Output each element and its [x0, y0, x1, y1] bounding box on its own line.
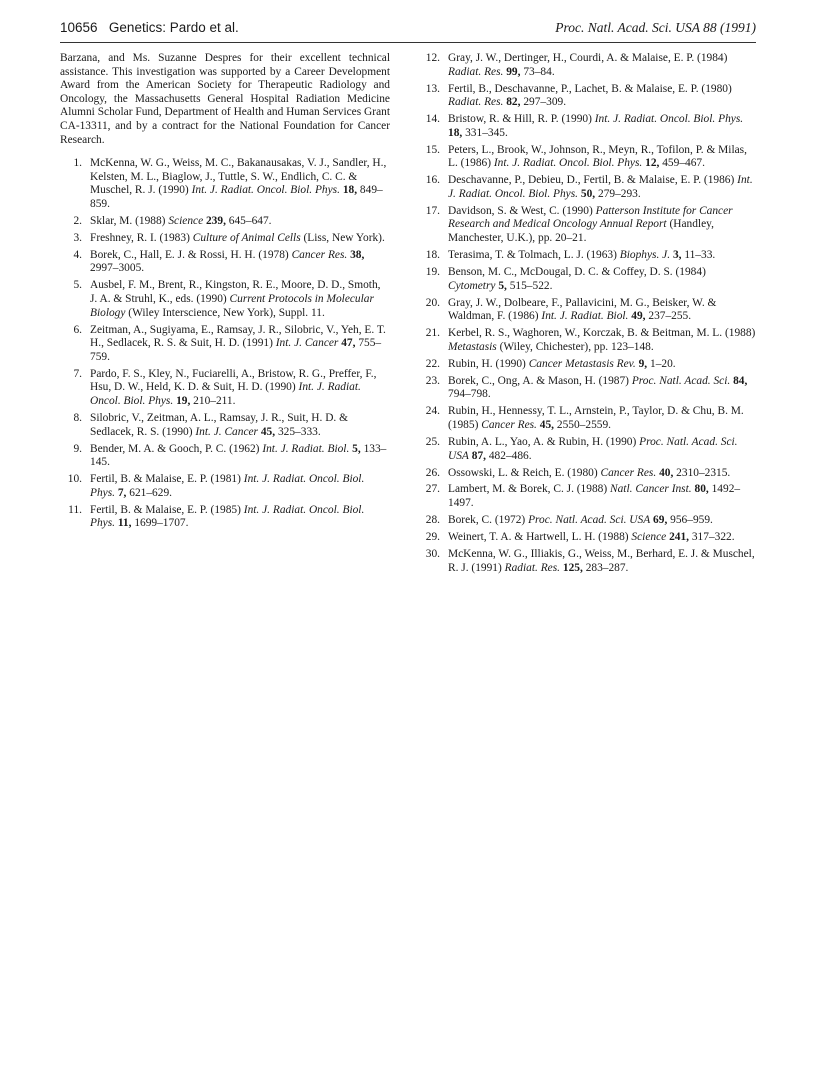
reference-authors: McKenna, W. G., Weiss, M. C., Bakanausakas, V. J., Sandler, H., Kelsten, M. L., Biaglow, J., Tuttle, S. W., Endlich, C. C. & Muschel, R. J. (1990) [90, 157, 387, 197]
reference-journal: Int. J. Radiat. Oncol. Biol. Phys. [90, 381, 361, 407]
reference-item [418, 52, 756, 79]
reference-number: 27. [425, 483, 440, 496]
reference-journal: Int. J. Radiat. Oncol. Biol. Phys. [448, 174, 753, 200]
reference-volume: 11, [117, 517, 132, 530]
reference-volume: 9, [638, 357, 648, 370]
reference-item [60, 473, 390, 500]
reference-number: 2. [73, 214, 82, 227]
reference-item [418, 297, 756, 324]
reference-number: 9. [73, 442, 82, 455]
reference-journal: Int. J. Cancer [195, 425, 258, 438]
reference-authors: Freshney, R. I. (1983) [90, 231, 190, 244]
reference-number: 6. [73, 323, 82, 336]
reference-authors: Pardo, F. S., Kley, N., Fuciarelli, A., Bristow, R. G., Preffer, F., Hsu, D. W., Held, K. D. & Suit, H. D. (1990) [90, 367, 377, 394]
reference-pages: 325–333. [277, 425, 321, 438]
page-number: 10656 [60, 20, 98, 35]
reference-pages: (Wiley, Chichester), pp. 123–148. [499, 340, 654, 353]
reference-authors: Davidson, S. & West, C. (1990) [448, 204, 593, 217]
reference-number: 5. [73, 279, 82, 292]
reference-authors: Bristow, R. & Hill, R. P. (1990) [448, 113, 592, 126]
reference-item [418, 436, 756, 463]
reference-number: 21. [425, 327, 440, 340]
reference-journal: Int. J. Radiat. Oncol. Biol. Phys. [493, 157, 643, 170]
reference-item [418, 144, 756, 171]
reference-item [60, 279, 390, 320]
reference-item [418, 405, 756, 432]
reference-item [418, 249, 756, 263]
reference-volume: 80, [694, 483, 709, 496]
running-head [60, 20, 756, 40]
reference-journal: Metastasis [448, 340, 497, 353]
reference-item [418, 531, 756, 545]
reference-authors: Peters, L., Brook, W., Johnson, R., Meyn, R., Tofilon, P. & Milas, L. (1986) [448, 143, 747, 170]
reference-authors: Zeitman, A., Sugiyama, E., Ramsay, J. R., Silobric, V., Yeh, E. T. H., Sedlacek, R. S. & Suit, H. D. (1991) [90, 323, 386, 350]
reference-authors: Benson, M. C., McDougal, D. C. & Coffey, D. S. (1984) [448, 266, 706, 279]
reference-volume: 38, [350, 248, 365, 261]
reference-authors: Lambert, M. & Borek, C. J. (1988) [448, 483, 608, 496]
reference-authors: Bender, M. A. & Gooch, P. C. (1962) [90, 442, 260, 455]
reference-item [418, 174, 756, 201]
reference-item [60, 443, 390, 470]
reference-volume: 45, [539, 418, 555, 431]
reference-item [418, 375, 756, 402]
acknowledgment-paragraph: Barzana, and Ms. Suzanne Despres for their excellent technical assistance. This investigation was supported by a Career Development Award from the American Society for Therapeutic Radiology and Oncology, the Massachusetts General Hospital Radiation Medicine Alumni Scholar Fund, Department of Health and Human Services Grant CA-13311, and by a contract for the National Foundation for Cancer Research. [60, 52, 390, 146]
reference-pages: 133–145. [90, 442, 387, 469]
reference-volume: 99, [506, 65, 521, 78]
reference-pages: 283–287. [585, 561, 629, 574]
reference-pages: 794–798. [448, 388, 491, 401]
reference-item [418, 266, 756, 293]
reference-number: 12. [425, 52, 440, 64]
section-title: Genetics: Pardo et al. [108, 20, 239, 35]
reference-volume: 5, [498, 279, 507, 292]
reference-pages: 482–486. [488, 449, 532, 462]
reference-volume: 3, [672, 249, 682, 262]
reference-volume: 84, [733, 374, 748, 387]
reference-authors: Rubin, A. L., Yao, A. & Rubin, H. (1990) [448, 435, 637, 448]
reference-number: 20. [425, 296, 440, 309]
reference-journal: Cancer Metastasis Rev. [528, 357, 636, 370]
reference-authors: Deschavanne, P., Debieu, D., Fertil, B. & Malaise, E. P. (1986) [448, 174, 735, 187]
reference-authors: Sklar, M. (1988) [90, 214, 166, 227]
reference-list-right [418, 52, 756, 575]
reference-number: 15. [425, 143, 440, 156]
reference-item [60, 249, 390, 276]
reference-pages: (Handley, Manchester, U.K.), pp. 20–21. [448, 218, 714, 245]
reference-number: 4. [73, 248, 82, 261]
reference-number: 30. [425, 548, 440, 561]
reference-number: 22. [425, 357, 440, 370]
reference-number: 26. [425, 466, 440, 479]
reference-volume: 241, [669, 531, 689, 544]
reference-volume: 87, [471, 449, 486, 462]
reference-volume: 12, [645, 157, 660, 170]
reference-pages: 1492–1497. [448, 483, 741, 510]
reference-number: 29. [425, 531, 440, 544]
reference-volume: 18, [342, 184, 358, 197]
reference-journal: Biophys. J. [619, 249, 671, 262]
reference-item [418, 514, 756, 528]
running-head-left [60, 20, 239, 36]
reference-authors: Weinert, T. A. & Hartwell, L. H. (1988) [448, 531, 629, 544]
reference-item [418, 358, 756, 372]
reference-volume: 69, [653, 514, 668, 527]
reference-authors: Gray, J. W., Dertinger, H., Courdi, A. & Malaise, E. P. (1984) [448, 52, 728, 64]
reference-pages: 755–759. [90, 337, 382, 363]
reference-authors: Ausbel, F. M., Brent, R., Kingston, R. E., Moore, D. D., Smoth, J. A. & Struhl, K., eds. (1990) [90, 279, 381, 306]
reference-journal: Culture of Animal Cells [192, 231, 301, 244]
reference-pages: 73–84. [523, 65, 555, 78]
reference-journal: Cytometry [448, 279, 496, 292]
reference-pages: 621–629. [129, 486, 172, 499]
reference-authors: Rubin, H. (1990) [448, 357, 526, 370]
reference-number: 18. [425, 249, 440, 262]
reference-authors: Silobric, V., Zeitman, A. L., Ramsay, J. R., Suit, H. D. & Sedlacek, R. S. (1990) [90, 411, 348, 438]
reference-journal: Radiat. Res. [448, 96, 504, 109]
reference-journal: Int. J. Radiat. Biol. [262, 442, 350, 455]
reference-number: 7. [73, 367, 82, 380]
left-column [60, 52, 390, 534]
reference-item [60, 215, 390, 229]
reference-number: 17. [425, 204, 440, 217]
reference-number: 28. [425, 514, 440, 527]
reference-authors: Fertil, B. & Malaise, E. P. (1981) [90, 473, 241, 486]
reference-pages: 2550–2559. [556, 418, 611, 431]
reference-journal: Int. J. Radiat. Oncol. Biol. Phys. [90, 503, 365, 530]
reference-item [60, 504, 390, 531]
reference-pages: 2310–2315. [676, 466, 731, 479]
reference-item [418, 113, 756, 140]
reference-journal: Natl. Cancer Inst. [610, 483, 692, 496]
reference-authors: Ossowski, L. & Reich, E. (1980) [448, 466, 598, 479]
reference-pages: 331–345. [465, 126, 508, 139]
reference-journal: Science [631, 531, 667, 544]
reference-number: 1. [73, 157, 82, 170]
reference-journal: Proc. Natl. Acad. Sci. USA [528, 514, 651, 527]
reference-item [418, 548, 756, 575]
reference-volume: 239, [205, 214, 226, 227]
reference-list-left [60, 157, 390, 531]
reference-authors: Borek, C., Ong, A. & Mason, H. (1987) [448, 374, 629, 387]
reference-pages: 1–20. [650, 357, 676, 370]
reference-pages: 459–467. [662, 157, 705, 170]
reference-volume: 5, [352, 442, 361, 455]
reference-journal: Int. J. Radiat. Oncol. Biol. Phys. [90, 473, 365, 499]
reference-authors: Rubin, H., Hennessy, T. L., Arnstein, P., Taylor, D. & Chu, B. M. (1985) [448, 405, 744, 431]
reference-number: 16. [425, 174, 440, 187]
reference-volume: 18, [448, 126, 463, 139]
reference-authors: Kerbel, R. S., Waghoren, W., Korczak, B. & Beitman, M. L. (1988) [448, 327, 756, 340]
reference-number: 10. [67, 473, 82, 486]
reference-number: 14. [425, 113, 440, 126]
reference-number: 3. [73, 231, 82, 244]
reference-journal: Int. J. Cancer [275, 337, 339, 350]
reference-number: 19. [425, 266, 440, 279]
reference-item [60, 324, 390, 365]
reference-item [418, 205, 756, 246]
reference-pages: (Wiley Interscience, New York), Suppl. 11. [128, 306, 325, 319]
reference-item [60, 157, 390, 211]
reference-journal: Radiat. Res. [448, 65, 504, 78]
reference-number: 11. [68, 503, 82, 516]
reference-pages: 297–309. [523, 96, 567, 109]
reference-volume: 47, [341, 337, 356, 350]
reference-journal: Cancer Res. [600, 466, 657, 479]
reference-journal: Radiat. Res. [504, 561, 561, 574]
reference-journal: Int. J. Radiat. Oncol. Biol. Phys. [191, 184, 340, 197]
reference-journal: Current Protocols in Molecular Biology [90, 293, 374, 319]
journal-citation: Proc. Natl. Acad. Sci. USA 88 (1991) [555, 20, 756, 35]
reference-authors: Borek, C. (1972) [448, 514, 526, 527]
reference-journal: Proc. Natl. Acad. Sci. USA [448, 435, 738, 462]
reference-pages: 1699–1707. [134, 517, 189, 530]
reference-authors: Fertil, B., Deschavanne, P., Lachet, B. & Malaise, E. P. (1980) [448, 82, 732, 95]
reference-journal: Int. J. Radiat. Oncol. Biol. Phys. [594, 113, 744, 126]
reference-pages: 956–959. [670, 514, 713, 527]
reference-volume: 49, [631, 310, 646, 323]
reference-authors: McKenna, W. G., Illiakis, G., Weiss, M., Berhard, E. J. & Muschel, R. J. (1991) [448, 548, 755, 574]
reference-volume: 45, [260, 425, 276, 438]
reference-volume: 40, [659, 466, 674, 479]
reference-journal: Patterson Institute for Cancer Research and Medical Oncology Annual Report [448, 204, 733, 231]
reference-authors: Fertil, B. & Malaise, E. P. (1985) [90, 503, 241, 516]
reference-number: 25. [425, 435, 440, 448]
reference-number: 8. [73, 411, 82, 424]
reference-pages: 237–255. [648, 310, 692, 323]
reference-journal: Cancer Res. [481, 418, 537, 431]
reference-journal: Proc. Natl. Acad. Sci. [631, 374, 731, 387]
reference-pages: 279–293. [598, 187, 641, 200]
reference-volume: 50, [580, 187, 596, 200]
reference-volume: 7, [117, 486, 127, 499]
reference-item [60, 368, 390, 409]
reference-item [418, 467, 756, 481]
reference-item [60, 232, 390, 246]
reference-pages: 515–522. [509, 279, 553, 292]
reference-authors: Terasima, T. & Tolmach, L. J. (1963) [448, 249, 617, 262]
reference-volume: 82, [506, 96, 521, 109]
reference-pages: 317–322. [691, 531, 735, 544]
reference-pages: 210–211. [193, 395, 236, 407]
reference-item [418, 483, 756, 510]
header-rule [60, 42, 756, 43]
reference-journal: Int. J. Radiat. Biol. [541, 310, 629, 323]
reference-pages: 11–33. [684, 249, 716, 262]
reference-item [418, 327, 756, 354]
reference-pages: 2997–3005. [90, 262, 145, 275]
reference-journal: Cancer Res. [291, 248, 348, 261]
reference-number: 24. [425, 405, 440, 418]
right-column [418, 52, 756, 579]
reference-number: 13. [425, 82, 440, 95]
reference-volume: 19, [176, 395, 191, 407]
reference-item [418, 83, 756, 110]
reference-pages: 849–859. [90, 184, 383, 210]
reference-pages: (Liss, New York). [303, 231, 385, 244]
reference-volume: 125, [562, 561, 583, 574]
reference-journal: Science [168, 214, 204, 227]
reference-item [60, 412, 390, 439]
reference-number: 23. [425, 374, 440, 387]
reference-authors: Borek, C., Hall, E. J. & Rossi, H. H. (1978) [90, 248, 289, 261]
reference-authors: Gray, J. W., Dolbeare, F., Pallavicini, M. G., Beisker, W. & Waldman, F. (1986) [448, 296, 717, 323]
reference-pages: 645–647. [228, 214, 272, 227]
